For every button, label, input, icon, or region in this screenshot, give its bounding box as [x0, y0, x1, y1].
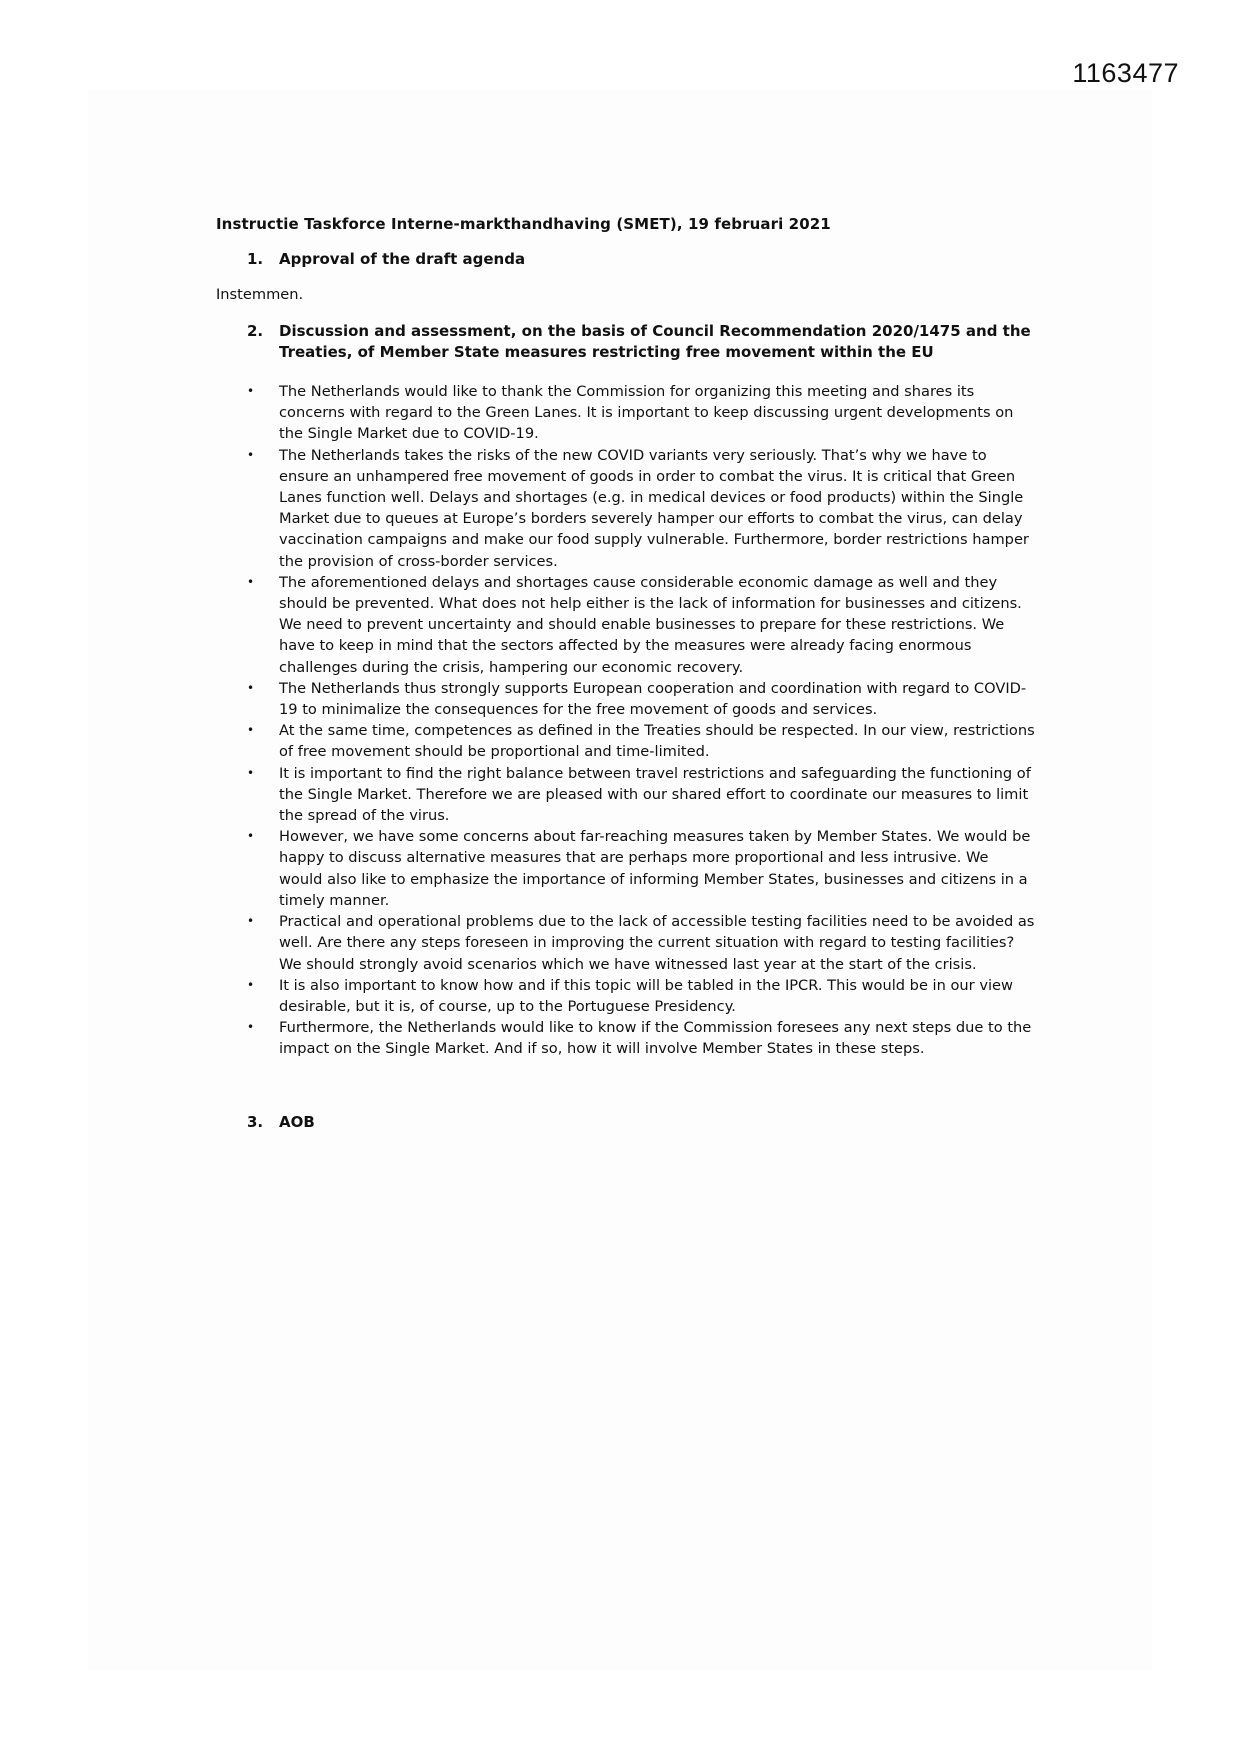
agenda-item-number: 1. [247, 250, 264, 269]
bullet-point [216, 763, 1036, 827]
agenda-item-1 [216, 249, 1036, 270]
agenda-item-2-bullet-list [216, 381, 1036, 1060]
document-body [216, 214, 1036, 1133]
document-title: Instructie Taskforce Interne-markthandhaving (SMET), 19 februari 2021 [216, 215, 831, 233]
bullet-text: Furthermore, the Netherlands would like to know if the Commission foresees any next steps due to the impact on the Single Market. And if so, how it will involve Member States in these steps. [279, 1019, 1032, 1058]
bullet-point [216, 975, 1036, 1017]
bullet-text: The Netherlands thus strongly supports European cooperation and coordination with regard to COVID-19 to minimalize the consequences for the free movement of goods and services. [279, 679, 1027, 719]
agenda-item-1-body: Instemmen. [216, 286, 304, 304]
bullet-icon: • [247, 574, 255, 589]
bullet-point [216, 720, 1036, 762]
bullet-point [216, 381, 1036, 445]
bullet-icon: • [247, 1020, 255, 1035]
bullet-text: At the same time, competences as defined in the Treaties should be respected. In our view, restrictions of free movement should be proportional and time-limited. [279, 722, 1035, 761]
agenda-item-3 [216, 1112, 1036, 1133]
bullet-text: The aforementioned delays and shortages cause considerable economic damage as well and they should be prevented. What does not help either is the lack of information for businesses and citizens. We need to prevent uncertainty and should enable businesses to prepare for these restrictions. We have to keep in mind that the sectors affected by the measures were already facing enormous challenges during the crisis, hampering our economic recovery. [279, 573, 1022, 676]
bullet-point [216, 1017, 1036, 1059]
bullet-text: The Netherlands would like to thank the Commission for organizing this meeting and shares its concerns with regard to the Green Lanes. It is important to keep discussing urgent developments on the Single Market due to COVID-19. [279, 383, 1014, 443]
bullet-icon: • [247, 914, 255, 929]
agenda-item-heading: AOB [279, 1112, 315, 1131]
bullet-text: However, we have some concerns about far-reaching measures taken by Member States. We would be happy to discuss alternative measures that are perhaps more proportional and less intrusive. We would also like to emphasize the importance of informing Member States, businesses and citizens in a timely manner. [279, 828, 1031, 909]
bullet-text: Practical and operational problems due to the lack of accessible testing facilities need to be avoided as well. Are there any steps foreseen in improving the current situation with regard to testing facilities? We should strongly avoid scenarios which we have witnessed last year at the start of the crisis. [279, 913, 1035, 973]
bullet-text: It is also important to know how and if this topic will be tabled in the IPCR. This would be in our view desirable, but it is, of course, up to the Portuguese Presidency. [279, 976, 1013, 1015]
bullet-icon: • [247, 384, 255, 399]
bullet-icon: • [247, 723, 255, 738]
agenda-item-heading: Approval of the draft agenda [279, 250, 526, 269]
agenda-item-2 [216, 321, 1036, 363]
agenda-item-number: 2. [247, 321, 264, 340]
bullet-icon: • [247, 680, 255, 695]
bullet-icon: • [247, 765, 255, 780]
agenda-item-heading: Discussion and assessment, on the basis of Council Recommendation 2020/1475 and the Treaties, of Member State measures restricting free movement within the EU [279, 321, 1031, 361]
bullet-point [216, 572, 1036, 678]
bullet-icon: • [247, 447, 255, 462]
bullet-text: It is important to find the right balance between travel restrictions and safeguarding the functioning of the Single Market. Therefore we are pleased with our shared effort to coordinate our measures to limit the spread of the virus. [279, 764, 1031, 825]
bullet-point [216, 826, 1036, 911]
bullet-point [216, 678, 1036, 720]
bullet-icon: • [247, 829, 255, 844]
document-number: 1163477 [1072, 58, 1179, 88]
bullet-point [216, 911, 1036, 975]
bullet-point [216, 445, 1036, 572]
agenda-item-number: 3. [247, 1112, 264, 1131]
bullet-text: The Netherlands takes the risks of the new COVID variants very seriously. That’s why we have to ensure an unhampered free movement of goods in order to combat the virus. It is critical that Green Lanes function well. Delays and shortages (e.g. in medical devices or food products) within the Single Market due to queues at Europe’s borders severely hamper our efforts to combat the virus, can delay vaccination campaigns and make our food supply vulnerable. Furthermore, border restrictions hamper the provision of cross-border services. [279, 446, 1029, 570]
bullet-icon: • [247, 977, 255, 992]
